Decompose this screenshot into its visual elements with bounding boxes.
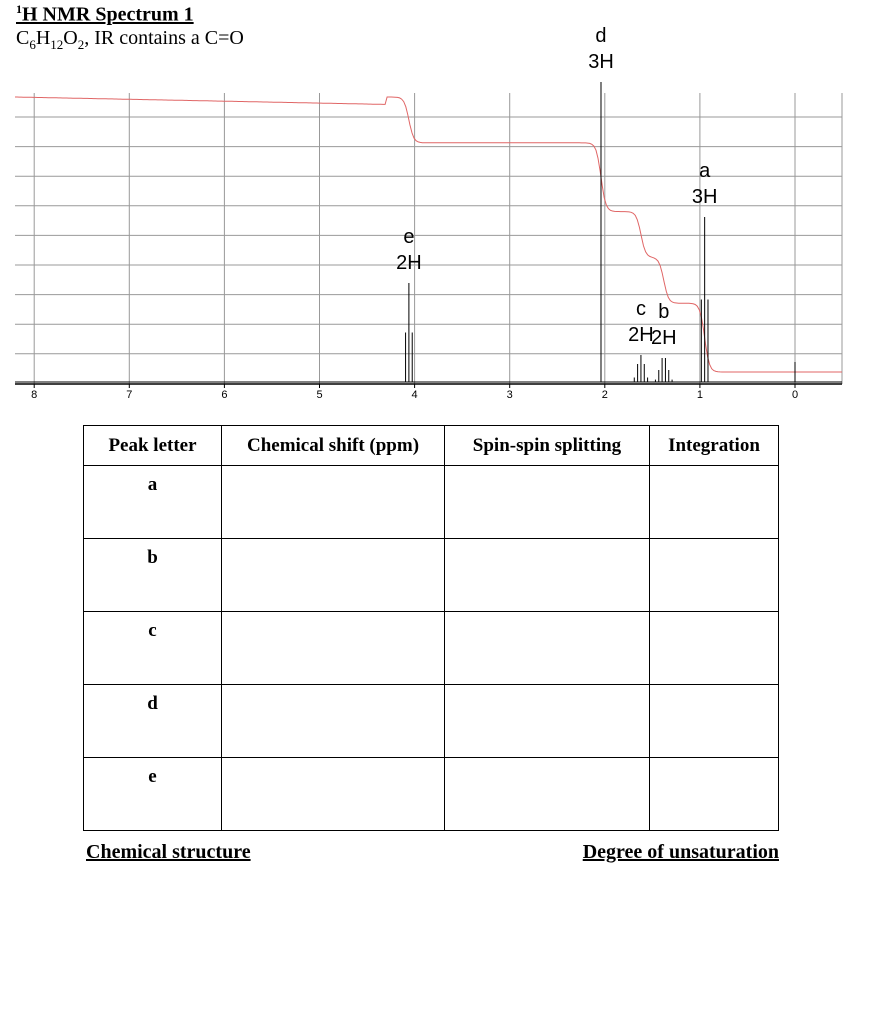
table-row (84, 539, 779, 612)
chemical-shift-cell[interactable] (222, 685, 445, 758)
formula-carbon: C (16, 27, 30, 49)
header-peak-letter: Peak letter (84, 426, 222, 466)
peak-letter-cell: c (84, 612, 222, 685)
peak-letter-label: e (403, 226, 415, 248)
x-axis-tick-label: 0 (791, 389, 799, 401)
integration-curve (15, 97, 842, 372)
peak-labels (396, 25, 717, 349)
header-splitting: Spin-spin splitting (445, 426, 650, 466)
splitting-cell[interactable] (445, 758, 650, 831)
integration-curve-line (15, 97, 842, 372)
peak-letter-cell: b (84, 539, 222, 612)
formula-hydrogen: H (35, 27, 51, 49)
peak-letter-label: a (699, 160, 711, 182)
peak-letter-label: c (635, 298, 646, 320)
peak-integration-label: 3H (691, 186, 718, 208)
integration-cell[interactable] (650, 466, 779, 539)
table-row (84, 758, 779, 831)
spectrum-trace (15, 82, 842, 382)
x-axis-tick-label: 3 (506, 389, 513, 401)
x-axis-tick-label: 5 (316, 389, 323, 401)
degree-of-unsaturation-label: Degree of unsaturation (582, 841, 779, 863)
peak-letter-cell: e (84, 758, 222, 831)
peak-analysis-table (83, 425, 779, 831)
formula-oxygen-count: 2 (77, 37, 85, 52)
x-axis-tick-label: 8 (31, 389, 38, 401)
formula-hydrogen-count: 12 (50, 37, 64, 52)
x-axis-tick-label: 6 (221, 389, 228, 401)
peak-letter-cell: a (84, 466, 222, 539)
splitting-cell[interactable] (445, 612, 650, 685)
formula-carbon-count: 6 (29, 37, 36, 52)
ir-note: , IR contains a C=O (84, 27, 244, 49)
x-axis (15, 384, 842, 401)
x-axis-tick-label: 1 (696, 389, 703, 401)
chart-grid (15, 93, 842, 384)
table-row (84, 685, 779, 758)
peak-integration-label: 3H (588, 51, 614, 73)
formula-oxygen: O (63, 27, 78, 49)
title-superscript: 1 (16, 2, 22, 16)
header-chemical-shift: Chemical shift (ppm) (222, 426, 445, 466)
chemical-shift-cell[interactable] (222, 758, 445, 831)
x-axis-tick-label: 7 (126, 389, 133, 401)
x-axis-tick-label: 2 (601, 389, 608, 401)
peak-integration-label: 2H (650, 327, 677, 349)
splitting-cell[interactable] (445, 466, 650, 539)
page-title (16, 2, 194, 27)
integration-cell[interactable] (650, 758, 779, 831)
x-axis-tick-label: 4 (411, 389, 418, 401)
chemical-shift-cell[interactable] (222, 612, 445, 685)
title-text: H NMR Spectrum 1 (22, 3, 194, 26)
table-row (84, 466, 779, 539)
table-row (84, 612, 779, 685)
chemical-shift-cell[interactable] (222, 539, 445, 612)
splitting-cell[interactable] (445, 539, 650, 612)
splitting-cell[interactable] (445, 685, 650, 758)
peak-integration-label: 2H (396, 252, 422, 274)
chemical-structure-label: Chemical structure (86, 841, 251, 863)
header-integration: Integration (650, 426, 779, 466)
peak-integration-label: 2H (628, 324, 654, 346)
table-header-row (84, 426, 779, 466)
integration-cell[interactable] (650, 539, 779, 612)
peak-letter-cell: d (84, 685, 222, 758)
peak-letter-label: d (595, 25, 607, 47)
chemical-shift-cell[interactable] (222, 466, 445, 539)
integration-cell[interactable] (650, 612, 779, 685)
integration-cell[interactable] (650, 685, 779, 758)
peak-letter-label: b (658, 301, 670, 323)
